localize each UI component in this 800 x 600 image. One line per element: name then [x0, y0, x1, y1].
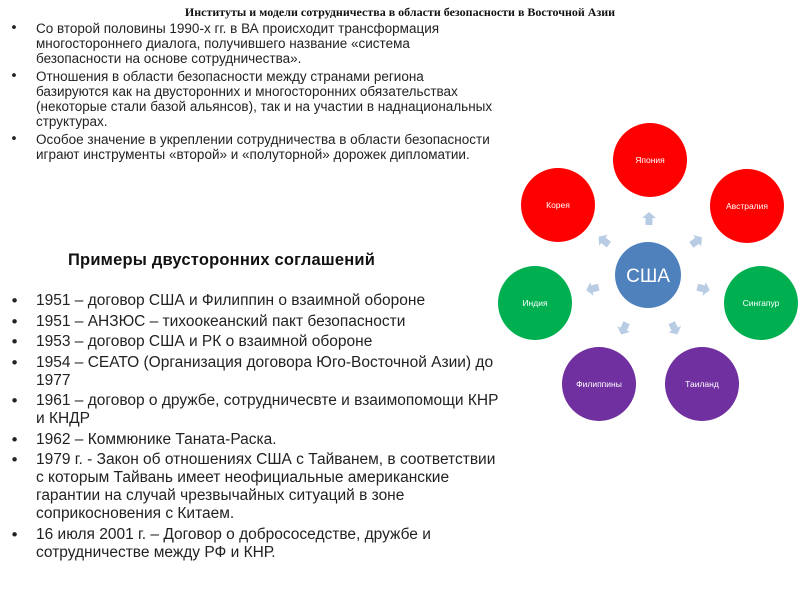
node-label: Таиланд: [685, 379, 719, 389]
radial-diagram: [490, 110, 800, 430]
node-korea: [521, 168, 595, 242]
arrow: [696, 282, 709, 296]
arrow: [642, 212, 656, 225]
agreement-item: • 1951 – договор США и Филиппин о взаимной обороне: [8, 292, 503, 310]
node-singapore: [724, 266, 798, 340]
arrow: [689, 235, 702, 248]
node-india: [498, 266, 572, 340]
node-label: Австралия: [726, 201, 768, 211]
node-label: Филиппины: [576, 379, 622, 389]
intro-bullet-list: [8, 21, 498, 165]
agreement-item: • 1962 – Коммюнике Таната-Раска.: [8, 431, 503, 449]
node-philippines: [562, 347, 636, 421]
arrow: [586, 282, 599, 296]
agreement-item: • 1961 – договор о дружбе, сотрудничесвте и взаимопомощи КНР и КНДР: [8, 392, 503, 428]
intro-bullet: • Отношения в области безопасности между странами региона базируются как на двусторонних и многосторонних обязательствах (некоторые стали базой альянсов), так и на участии в наднациональных структурах.: [8, 69, 498, 129]
intro-bullet: • Со второй половины 1990-х гг. в ВА происходит трансформация многостороннего диалога, получившего название «система безопасности на основе сотрудничества».: [8, 21, 498, 66]
node-japan: [613, 123, 687, 197]
node-label: Сингапур: [742, 298, 780, 308]
agreement-item: • 1954 – СЕАТО (Организация договора Юго-Восточной Азии) до 1977: [8, 354, 503, 390]
intro-bullet: • Особое значение в укреплении сотрудничества в области безопасности играют инструменты «второй» и «полуторной» дорожек дипломатии.: [8, 132, 498, 162]
agreement-item: • 1979 г. - Закон об отношениях США с Тайванем, в соответствии с которым Тайвань имеет неофициальные американские гарантии на случай чрезвычайных ситуаций в зоне соприкосновения с Китаем.: [8, 451, 503, 523]
agreement-item: • 1953 – договор США и РК о взаимной обороне: [8, 333, 503, 351]
node-label: Корея: [546, 200, 570, 210]
agreement-item: • 1951 – АНЗЮС – тихоокеанский пакт безопасности: [8, 313, 503, 331]
node-usa: [615, 242, 681, 308]
arrow: [599, 235, 611, 248]
node-label: Индия: [522, 298, 548, 308]
slide-title: Институты и модели сотрудничества в области безопасности в Восточной Азии: [184, 5, 616, 19]
node-australia: [710, 169, 784, 243]
center-label: США: [626, 266, 670, 287]
node-label: Япония: [635, 155, 665, 165]
arrow: [617, 321, 630, 334]
arrow: [669, 321, 682, 334]
node-thailand: [665, 347, 739, 421]
agreement-item: • 16 июля 2001 г. – Договор о добрососедстве, дружбе и сотрудничестве между РФ и КНР.: [8, 526, 503, 562]
agreements-list: [8, 292, 503, 564]
section-heading: Примеры двусторонних соглашений: [68, 251, 376, 269]
